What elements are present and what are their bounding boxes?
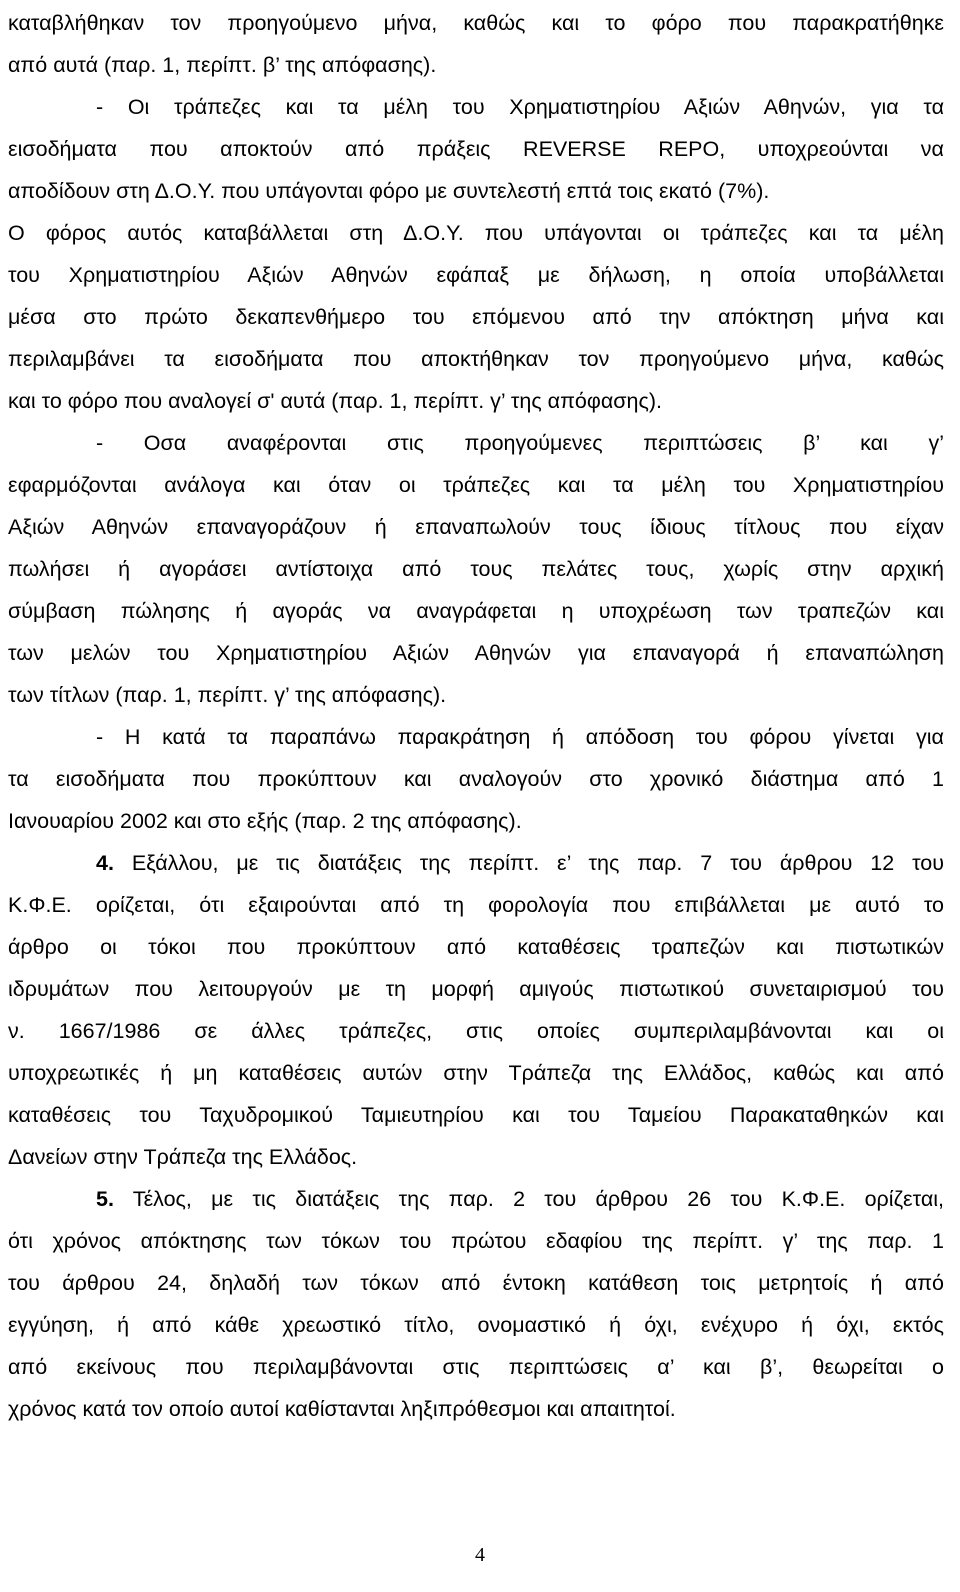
text-line: - Οσα αναφέρονται στις προηγούμενες περιπτώσεις β’ και γ’ — [96, 431, 944, 455]
text-line: Κ.Φ.Ε. ορίζεται, ότι εξαιρούνται από τη φορολογία που επιβάλλεται με αυτό το — [8, 893, 944, 917]
text-line: εγγύηση, ή από κάθε χρεωστικό τίτλο, ονομαστικό ή όχι, ενέχυρο ή όχι, εκτός — [8, 1313, 944, 1337]
text-line: - Η κατά τα παραπάνω παρακράτηση ή απόδοση του φόρου γίνεται για — [96, 725, 944, 749]
text-line: - Οι τράπεζες και τα μέλη του Χρηματιστηρίου Αξιών Αθηνών, για τα — [96, 95, 944, 119]
text-line: πωλήσει ή αγοράσει αντίστοιχα από τους πελάτες τους, χωρίς στην αρχική — [8, 557, 944, 581]
text-line: από εκείνους που περιλαμβάνονται στις περιπτώσεις α’ και β’, θεωρείται ο — [8, 1355, 944, 1379]
text-line: ιδρυμάτων που λειτουργούν με τη μορφή αμιγούς πιστωτικού συνεταιρισμού του — [8, 977, 944, 1001]
text-line: του άρθρου 24, δηλαδή των τόκων από έντοκη κατάθεση τοις μετρητοίς ή από — [8, 1271, 944, 1295]
section-number: 4. — [96, 851, 114, 875]
section-4-line — [96, 848, 944, 878]
text-line: καταβλήθηκαν τον προηγούμενο μήνα, καθώς και το φόρο που παρακρατήθηκε — [8, 11, 944, 35]
text-line: χρόνος κατά τον οποίο αυτοί καθίστανται ληξιπρόθεσμοι και απαιτητοί. — [8, 1397, 676, 1421]
text-line: ότι χρόνος απόκτησης των τόκων του πρώτου εδαφίου της περίπτ. γ’ της παρ. 1 — [8, 1229, 944, 1253]
text-line: ν. 1667/1986 σε άλλες τράπεζες, στις οποίες συμπεριλαμβάνονται και οι — [8, 1019, 944, 1043]
text-line: εφαρμόζονται ανάλογα και όταν οι τράπεζες και τα μέλη του Χρηματιστηρίου — [8, 473, 944, 497]
text-line: του Χρηματιστηρίου Αξιών Αθηνών εφάπαξ με δήλωση, η οποία υποβάλλεται — [8, 263, 944, 287]
text-line: των μελών του Χρηματιστηρίου Αξιών Αθηνών για επαναγορά ή επαναπώληση — [8, 641, 944, 665]
text-line: Ο φόρος αυτός καταβάλλεται στη Δ.Ο.Υ. που υπάγονται οι τράπεζες και τα μέλη — [8, 221, 944, 245]
text-line: σύμβαση πώλησης ή αγοράς να αναγράφεται η υποχρέωση των τραπεζών και — [8, 599, 944, 623]
text-line: των τίτλων (παρ. 1, περίπτ. γ’ της απόφασης). — [8, 683, 447, 707]
text-line: από αυτά (παρ. 1, περίπτ. β’ της απόφασης). — [8, 53, 437, 77]
section-text: Τέλος, με τις διατάξεις της παρ. 2 του άρθρου 26 του Κ.Φ.Ε. ορίζεται, — [113, 1187, 944, 1211]
page-number: 4 — [475, 1544, 485, 1566]
text-line: υποχρεωτικές ή μη καταθέσεις αυτών στην Τράπεζα της Ελλάδος, καθώς και από — [8, 1061, 944, 1085]
section-number: 5. — [96, 1187, 114, 1211]
text-line: και το φόρο που αναλογεί σ' αυτά (παρ. 1, περίπτ. γ’ της απόφασης). — [8, 389, 662, 413]
text-line: Δανείων στην Τράπεζα της Ελλάδος. — [8, 1145, 358, 1169]
text-line: καταθέσεις του Ταχυδρομικού Ταμιευτηρίου και του Ταμείου Παρακαταθηκών και — [8, 1103, 944, 1127]
text-line: τα εισοδήματα που προκύπτουν και αναλογούν στο χρονικό διάστημα από 1 — [8, 767, 944, 791]
text-line: Ιανουαρίου 2002 και στο εξής (παρ. 2 της απόφασης). — [8, 809, 522, 833]
text-line: περιλαμβάνει τα εισοδήματα που αποκτήθηκαν τον προηγούμενο μήνα, καθώς — [8, 347, 944, 371]
text-line: αποδίδουν στη Δ.Ο.Υ. που υπάγονται φόρο με συντελεστή επτά τοις εκατό (7%). — [8, 179, 770, 203]
section-text: Εξάλλου, με τις διατάξεις της περίπτ. ε’ της παρ. 7 του άρθρου 12 του — [113, 851, 944, 875]
text-line: εισοδήματα που αποκτούν από πράξεις REVERSE REPO, υποχρεούνται να — [8, 137, 944, 161]
text-line: Αξιών Αθηνών επαναγοράζουν ή επαναπωλούν τους ίδιους τίτλους που είχαν — [8, 515, 944, 539]
text-line: άρθρο οι τόκοι που προκύπτουν από καταθέσεις τραπεζών και πιστωτικών — [8, 935, 944, 959]
text-line: μέσα στο πρώτο δεκαπενθήμερο του επόμενου από την απόκτηση μήνα και — [8, 305, 944, 329]
section-5-line — [96, 1184, 944, 1214]
